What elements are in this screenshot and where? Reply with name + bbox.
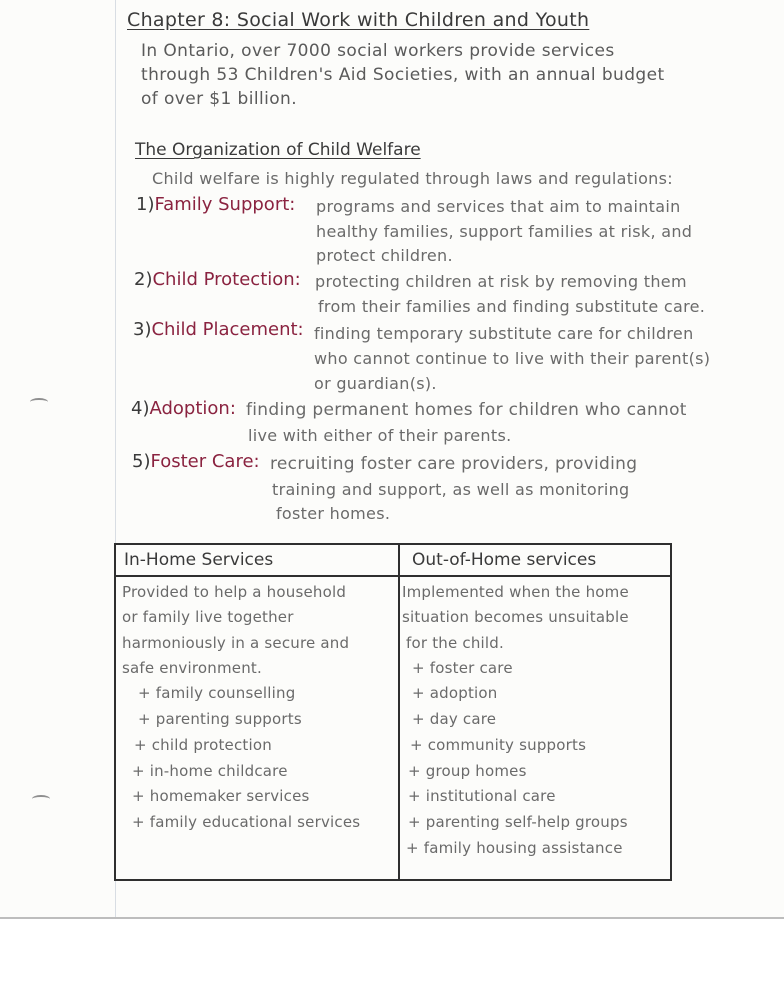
list-item-number: 2) (134, 269, 153, 290)
in-home-service: + family counselling (138, 684, 296, 702)
out-of-home-description: for the child. (406, 634, 504, 652)
term-label: Adoption: (149, 398, 236, 419)
list-item-number: 1) (136, 194, 155, 215)
term-label: Child Protection: (152, 269, 301, 290)
list-item-term (134, 269, 301, 290)
out-of-home-service: + foster care (412, 659, 513, 677)
scanner-background (0, 919, 784, 991)
definition-line: training and support, as well as monitoring (272, 480, 630, 499)
in-home-service: + family educational services (132, 813, 361, 831)
in-home-service: + in-home childcare (132, 762, 288, 780)
term-label: Foster Care: (150, 451, 260, 472)
out-of-home-service: + parenting self-help groups (408, 813, 628, 831)
binder-hole-mark (32, 795, 50, 803)
term-label: Family Support: (154, 194, 296, 215)
in-home-description: or family live together (122, 608, 294, 626)
list-item-term (133, 319, 304, 340)
column-divider (398, 545, 400, 879)
definition-line: healthy families, support families at risk, and (316, 222, 693, 241)
list-item-number: 5) (132, 451, 151, 472)
list-item-term (136, 194, 295, 215)
intro-line: In Ontario, over 7000 social workers provide services (141, 41, 615, 61)
term-label: Child Placement: (151, 319, 304, 340)
services-table (114, 543, 672, 881)
list-item-number: 4) (131, 398, 150, 419)
definition-line: finding permanent homes for children who cannot (246, 400, 687, 420)
intro-line: through 53 Children's Aid Societies, with an annual budget (141, 65, 665, 85)
in-home-header: In-Home Services (124, 550, 274, 570)
in-home-description: Provided to help a household (122, 583, 347, 601)
in-home-description: safe environment. (122, 659, 262, 677)
definition-line: or guardian(s). (314, 374, 437, 393)
definition-line: foster homes. (276, 504, 391, 523)
out-of-home-header: Out-of-Home services (412, 550, 597, 570)
section-intro: Child welfare is highly regulated through laws and regulations: (152, 169, 673, 188)
definition-line: from their families and finding substitute care. (318, 297, 706, 316)
out-of-home-description: Implemented when the home (402, 583, 629, 601)
list-item-term (131, 398, 236, 419)
out-of-home-service: + community supports (410, 736, 587, 754)
definition-line: live with either of their parents. (248, 426, 512, 445)
out-of-home-service: + adoption (412, 684, 498, 702)
out-of-home-service: + family housing assistance (406, 839, 623, 857)
in-home-description: harmoniously in a secure and (122, 634, 350, 652)
page-title: Chapter 8: Social Work with Children and Youth (127, 9, 590, 31)
in-home-service: + parenting supports (138, 710, 302, 728)
out-of-home-service: + institutional care (408, 787, 556, 805)
definition-line: recruiting foster care providers, providing (270, 454, 638, 474)
binder-hole-mark (30, 398, 48, 406)
out-of-home-service: + day care (412, 710, 497, 728)
list-item-term (132, 451, 260, 472)
intro-line: of over $1 billion. (141, 89, 298, 109)
definition-line: finding temporary substitute care for children (314, 324, 694, 343)
definition-line: programs and services that aim to maintain (316, 197, 681, 216)
out-of-home-description: situation becomes unsuitable (402, 608, 629, 626)
list-item-number: 3) (133, 319, 152, 340)
definition-line: who cannot continue to live with their parent(s) (314, 349, 711, 368)
definition-line: protect children. (316, 246, 453, 265)
in-home-service: + child protection (134, 736, 272, 754)
definition-line: protecting children at risk by removing them (315, 272, 687, 291)
in-home-service: + homemaker services (132, 787, 310, 805)
out-of-home-service: + group homes (408, 762, 527, 780)
section-heading: The Organization of Child Welfare (135, 140, 421, 160)
